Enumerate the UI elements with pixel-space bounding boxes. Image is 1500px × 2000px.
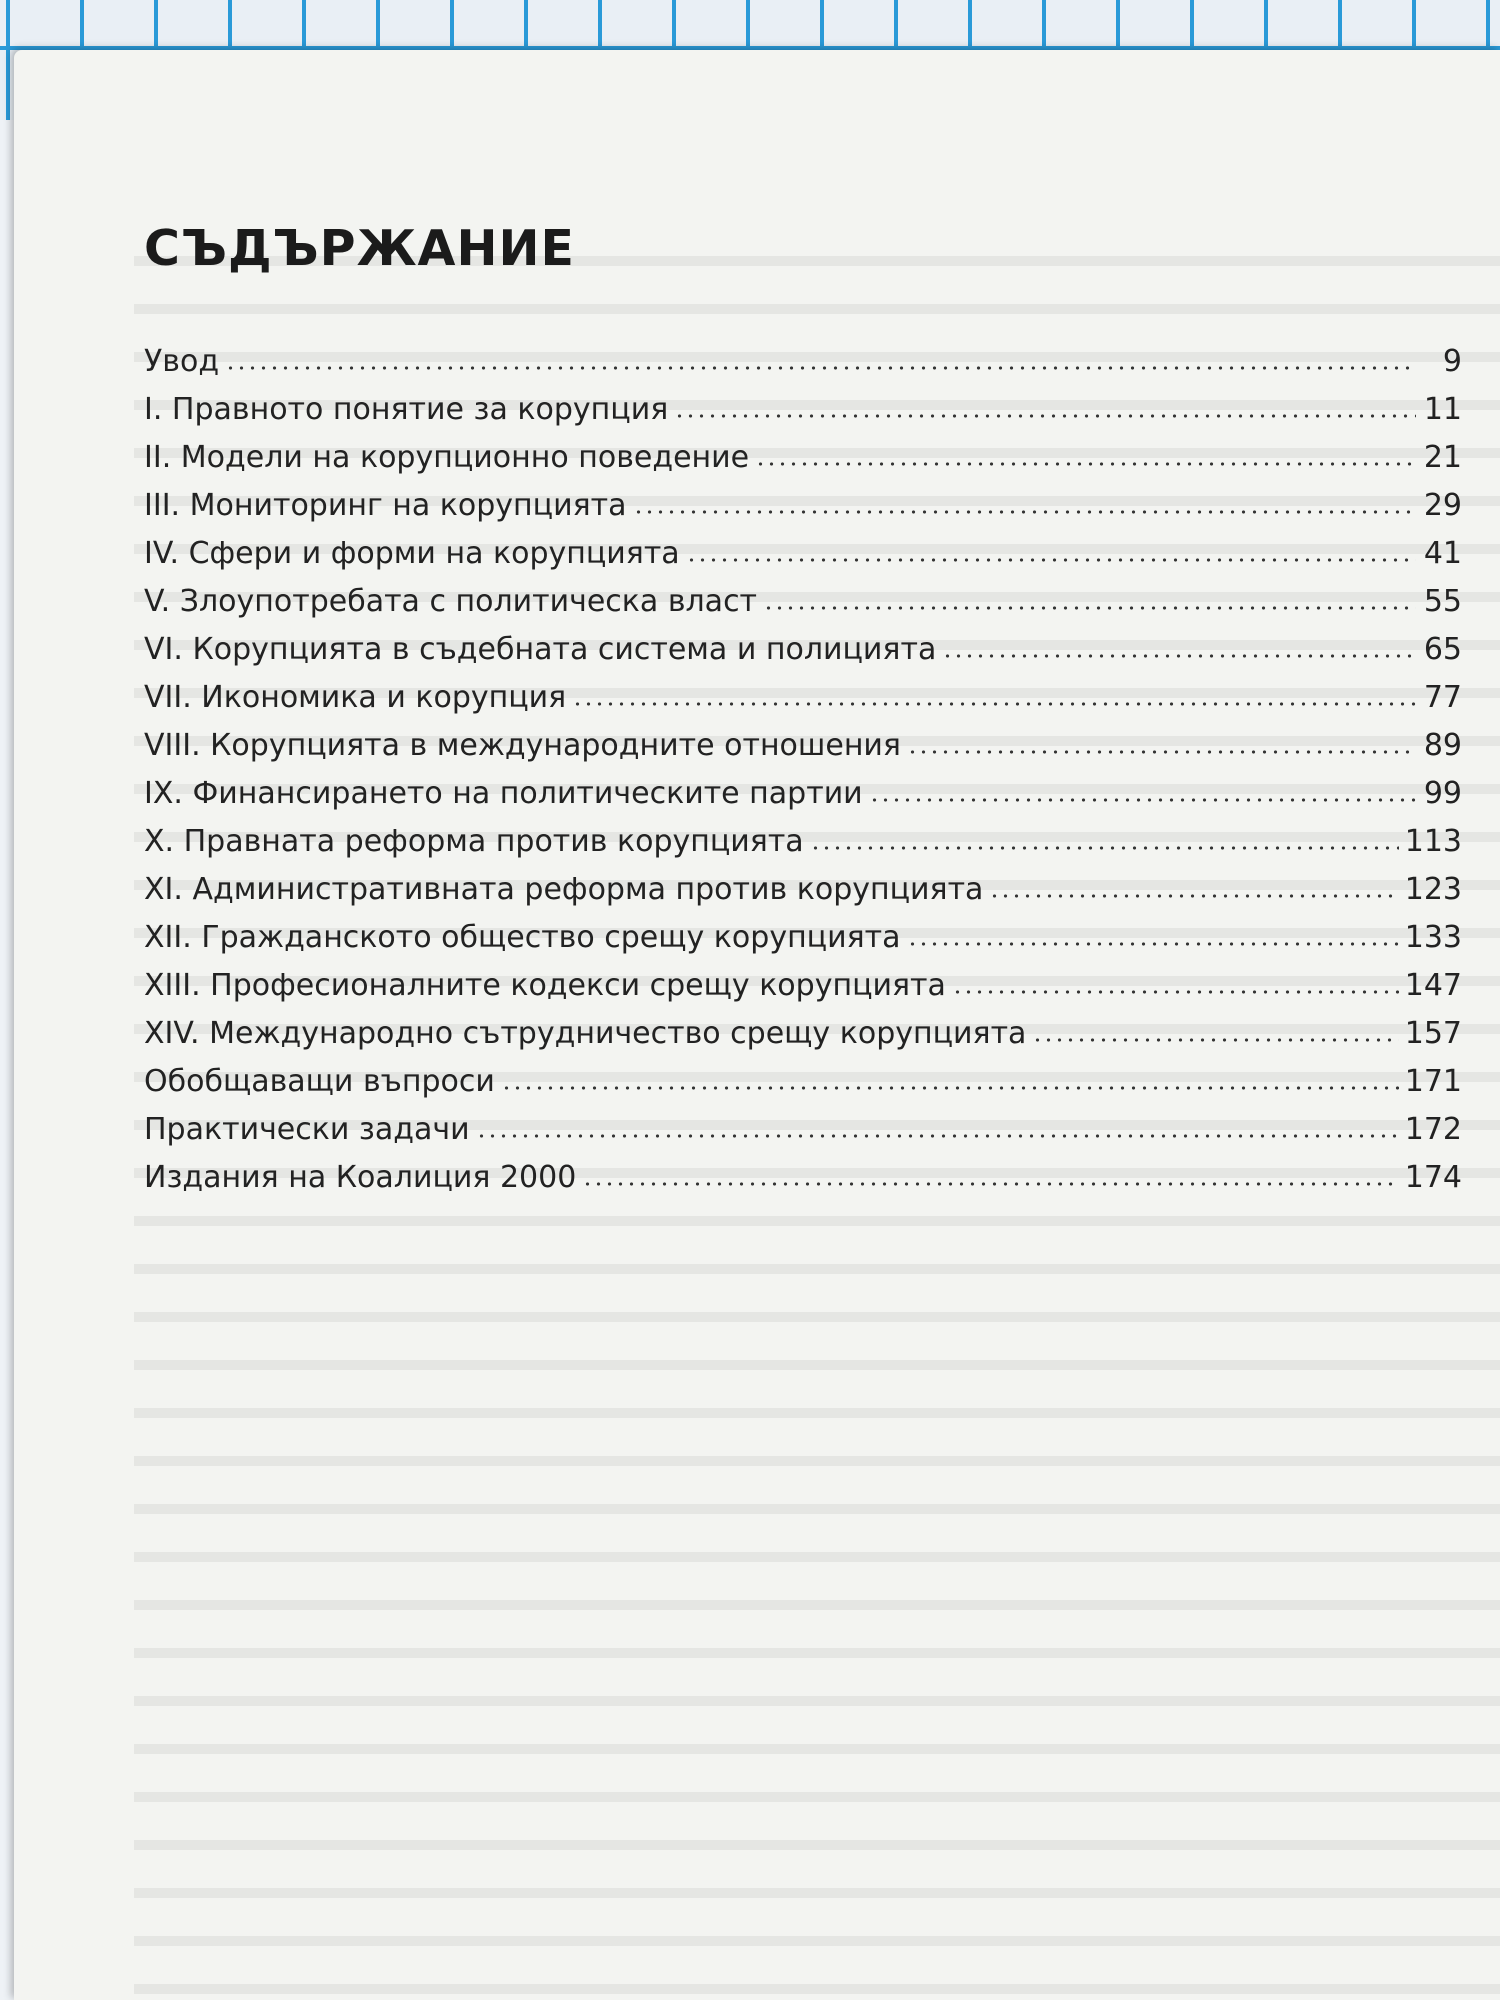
toc-entry-chapter-11 [144,872,1462,920]
toc-entry-label: Практически задачи [144,1112,470,1147]
toc-entry-page: 77 [1423,680,1462,715]
dot-leader [476,1133,1399,1139]
toc-entry-chapter-4 [144,536,1462,584]
toc-entry-label: VI. Корупцията в съдебната система и полицията [144,632,937,667]
toc-entry-label: XIII. Професионалните кодекси срещу корупцията [144,968,946,1003]
toc-entry-intro [144,344,1462,392]
toc-entry-page: 21 [1423,440,1462,475]
book-page [14,50,1500,2000]
toc-entry-page: 41 [1423,536,1462,571]
toc-entry-chapter-14 [144,1016,1462,1064]
toc-entry-page: 147 [1404,968,1462,1003]
toc-entry-page: 157 [1404,1016,1462,1051]
toc-entry-label: X. Правната реформа против корупцията [144,824,804,859]
toc-entry-label: III. Мониторинг на корупцията [144,488,627,523]
dot-leader [225,365,1416,371]
toc-entry-chapter-5 [144,584,1462,632]
toc-entry-label: VIII. Корупцията в международните отношения [144,728,901,763]
toc-entry-page: 11 [1423,392,1462,427]
toc-entry-page: 113 [1404,824,1462,859]
toc-entry-page: 29 [1423,488,1462,523]
toc-entry-label: V. Злоупотребата с политическа власт [144,584,758,619]
toc-entry-page: 171 [1404,1064,1462,1099]
toc-entry-summary-questions [144,1064,1462,1112]
toc-entry-chapter-9 [144,776,1462,824]
toc-entry-label: Издания на Коалиция 2000 [144,1160,577,1195]
dot-leader [582,1181,1398,1187]
dot-leader [763,605,1416,611]
toc-entry-label: II. Модели на корупционно поведение [144,440,750,475]
toc-entry-page: 89 [1423,728,1462,763]
dot-leader [755,461,1416,467]
toc-entry-practical-tasks [144,1112,1462,1160]
toc-entry-page: 9 [1442,344,1462,379]
toc-entry-chapter-3 [144,488,1462,536]
toc-entry-chapter-2 [144,440,1462,488]
toc-entry-label: I. Правното понятие за корупция [144,392,669,427]
toc-entry-chapter-8 [144,728,1462,776]
dot-leader [907,941,1399,947]
toc-entry-chapter-7 [144,680,1462,728]
toc-entry-label: XI. Административната реформа против корупцията [144,872,984,907]
toc-entry-page: 133 [1404,920,1462,955]
toc-entry-chapter-13 [144,968,1462,1016]
toc-entry-page: 172 [1404,1112,1462,1147]
toc-entry-label: VII. Икономика и корупция [144,680,567,715]
toc-entry-page: 123 [1404,872,1462,907]
toc-entry-publications [144,1160,1462,1208]
dot-leader [501,1085,1399,1091]
toc-entry-label: XIV. Международно сътрудничество срещу корупцията [144,1016,1027,1051]
dot-leader [869,797,1416,803]
toc-entry-page: 55 [1423,584,1462,619]
toc-entry-label: Увод [144,344,220,379]
toc-title: СЪДЪРЖАНИЕ [144,220,575,277]
toc-entry-label: XII. Гражданското общество срещу корупцията [144,920,901,955]
dot-leader [572,701,1416,707]
dot-leader [810,845,1399,851]
toc-entry-chapter-12 [144,920,1462,968]
toc-entry-chapter-6 [144,632,1462,680]
toc-list [144,344,1462,1208]
toc-entry-label: IX. Финансирането на политическите партии [144,776,863,811]
dot-leader [989,893,1398,899]
dot-leader [942,653,1416,659]
dot-leader [633,509,1417,515]
dot-leader [1032,1037,1398,1043]
toc-entry-page: 99 [1423,776,1462,811]
dot-leader [674,413,1416,419]
dot-leader [952,989,1399,995]
toc-entry-chapter-10 [144,824,1462,872]
dot-leader [907,749,1416,755]
toc-entry-page: 174 [1404,1160,1462,1195]
toc-entry-label: IV. Сфери и форми на корупцията [144,536,680,571]
toc-entry-page: 65 [1423,632,1462,667]
toc-entry-label: Обобщаващи въпроси [144,1064,495,1099]
dot-leader [686,557,1416,563]
toc-entry-chapter-1 [144,392,1462,440]
